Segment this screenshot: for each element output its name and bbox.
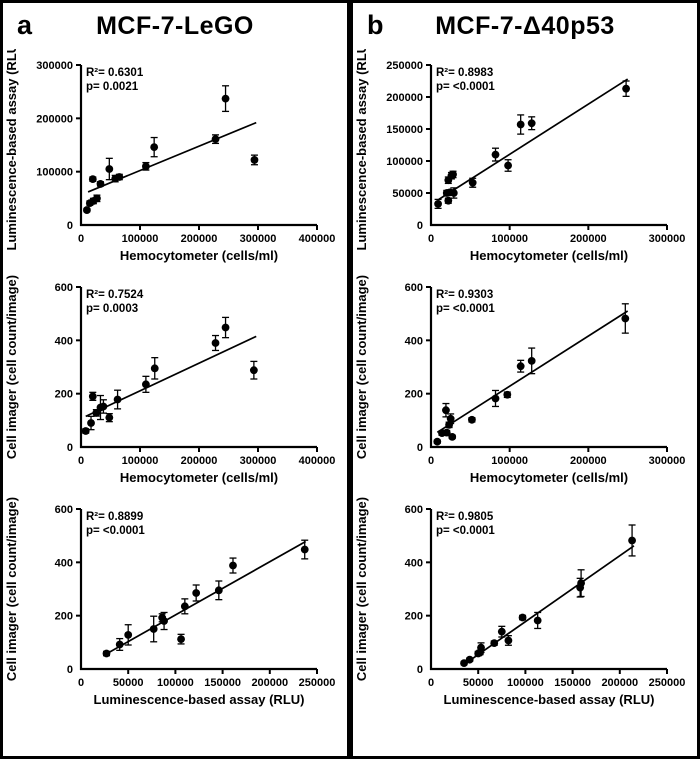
panel-a-title: MCF-7-LeGO [96, 11, 254, 40]
svg-text:p= <0.0001: p= <0.0001 [436, 525, 495, 537]
svg-text:200000: 200000 [569, 455, 607, 467]
svg-text:100000: 100000 [491, 233, 529, 245]
trend-line [437, 311, 627, 432]
scatter-plot-b1 [353, 49, 687, 271]
svg-text:200: 200 [404, 610, 423, 623]
svg-text:R²= 0.7524: R²= 0.7524 [86, 289, 144, 301]
trend-line [106, 542, 306, 655]
stats-annotation [436, 67, 495, 93]
trend-line [86, 336, 257, 416]
x-axis-title: Luminescence-based assay (RLU) [443, 692, 655, 707]
svg-text:200000: 200000 [180, 455, 218, 467]
svg-text:0: 0 [416, 442, 423, 454]
svg-text:p= 0.0003: p= 0.0003 [86, 303, 139, 315]
svg-text:R²= 0.9303: R²= 0.9303 [436, 289, 494, 301]
svg-text:400000: 400000 [298, 455, 336, 467]
svg-text:200000: 200000 [601, 677, 639, 689]
svg-text:0: 0 [66, 442, 73, 454]
svg-text:600: 600 [54, 504, 73, 516]
svg-text:200: 200 [404, 388, 423, 401]
svg-text:50000: 50000 [462, 677, 494, 689]
svg-text:0: 0 [77, 455, 85, 467]
svg-text:R²= 0.8899: R²= 0.8899 [86, 511, 144, 523]
y-axis-title: Luminescence-based assay (RLU) [354, 49, 369, 251]
panel-a-letter: a [17, 10, 33, 40]
error-bars [434, 304, 629, 443]
data-points [82, 324, 258, 435]
svg-text:0: 0 [77, 233, 85, 245]
trend-line [462, 546, 634, 666]
scatter-plot-a3 [3, 493, 337, 715]
y-axis-title: Cell imager (cell count/image) [354, 496, 369, 682]
stats-annotation [86, 67, 144, 93]
scatter-plot-a2 [3, 271, 337, 493]
svg-text:300000: 300000 [239, 455, 277, 467]
chart-b-cell-imager-vs-luminescence [353, 493, 697, 715]
svg-text:0: 0 [416, 664, 423, 676]
svg-text:600: 600 [404, 282, 423, 294]
stats-annotation [86, 289, 144, 315]
svg-text:200000: 200000 [251, 677, 289, 689]
stats-annotation [86, 511, 145, 537]
panel-a-header [3, 3, 347, 49]
error-bars [83, 86, 258, 212]
panel-b-letter: b [367, 10, 384, 40]
error-bars [435, 81, 630, 208]
svg-text:200000: 200000 [569, 233, 607, 245]
svg-text:50000: 50000 [112, 677, 144, 689]
chart-a-luminescence-vs-hemocytometer [3, 49, 347, 271]
data-points [434, 85, 630, 208]
x-axis-title: Hemocytometer (cells/ml) [119, 248, 279, 263]
svg-text:0: 0 [77, 677, 85, 689]
data-points [83, 95, 258, 214]
svg-text:600: 600 [54, 282, 73, 294]
x-axis-title: Hemocytometer (cells/ml) [469, 248, 629, 263]
svg-text:100000: 100000 [121, 233, 159, 245]
trend-line [439, 79, 628, 199]
svg-text:100000: 100000 [491, 455, 529, 467]
svg-text:0: 0 [427, 677, 435, 689]
svg-text:100000: 100000 [36, 166, 73, 179]
svg-text:150000: 150000 [204, 677, 241, 689]
svg-text:600: 600 [404, 504, 423, 516]
scatter-plot-b3 [353, 493, 687, 715]
scatter-plot-a1 [3, 49, 337, 271]
error-bars [461, 525, 636, 665]
svg-text:250000: 250000 [386, 60, 423, 72]
svg-text:0: 0 [427, 455, 435, 467]
svg-text:200000: 200000 [36, 113, 73, 126]
svg-text:p= <0.0001: p= <0.0001 [436, 303, 495, 315]
svg-text:400: 400 [404, 335, 423, 348]
svg-text:100000: 100000 [157, 677, 194, 689]
svg-text:400: 400 [54, 335, 73, 348]
svg-text:200: 200 [54, 388, 73, 401]
svg-text:300000: 300000 [648, 233, 686, 245]
svg-text:p= <0.0001: p= <0.0001 [436, 81, 495, 93]
svg-text:100000: 100000 [121, 455, 159, 467]
svg-text:R²= 0.9805: R²= 0.9805 [436, 511, 494, 523]
stats-annotation [436, 289, 495, 315]
x-axis-title: Hemocytometer (cells/ml) [119, 470, 279, 485]
chart-b-luminescence-vs-hemocytometer [353, 49, 697, 271]
y-axis-title: Cell imager (cell count/image) [4, 274, 19, 460]
svg-text:250000: 250000 [298, 677, 336, 689]
chart-a-cell-imager-vs-luminescence [3, 493, 347, 715]
svg-text:300000: 300000 [648, 455, 686, 467]
svg-text:400: 400 [404, 557, 423, 570]
x-axis-title: Luminescence-based assay (RLU) [93, 692, 305, 707]
data-points [460, 537, 636, 667]
svg-text:p= <0.0001: p= <0.0001 [86, 525, 145, 537]
y-axis-title: Luminescence-based assay (RLU) [4, 49, 19, 251]
y-axis-title: Cell imager (cell count/image) [354, 274, 369, 460]
svg-text:p= 0.0021: p= 0.0021 [86, 81, 139, 93]
svg-text:R²= 0.6301: R²= 0.6301 [86, 67, 144, 79]
svg-text:0: 0 [66, 220, 73, 232]
svg-text:0: 0 [66, 664, 73, 676]
stats-annotation [436, 511, 495, 537]
panel-b-title: MCF-7-Δ40p53 [435, 11, 615, 40]
chart-a-cell-imager-vs-hemocytometer [3, 271, 347, 493]
svg-text:250000: 250000 [648, 677, 686, 689]
svg-text:150000: 150000 [386, 124, 423, 136]
svg-text:0: 0 [416, 220, 423, 232]
y-axis-title: Cell imager (cell count/image) [4, 496, 19, 682]
svg-text:200: 200 [54, 610, 73, 623]
svg-text:200000: 200000 [180, 233, 218, 245]
x-axis-title: Hemocytometer (cells/ml) [469, 470, 629, 485]
svg-text:100000: 100000 [507, 677, 544, 689]
svg-text:200000: 200000 [386, 92, 423, 104]
svg-text:R²= 0.8983: R²= 0.8983 [436, 67, 494, 79]
data-points [103, 546, 309, 658]
panel-b [353, 3, 697, 756]
svg-text:300000: 300000 [239, 233, 277, 245]
scatter-plot-b2 [353, 271, 687, 493]
svg-text:150000: 150000 [554, 677, 591, 689]
svg-text:400: 400 [54, 557, 73, 570]
svg-text:300000: 300000 [36, 60, 73, 72]
data-points [433, 315, 629, 446]
svg-text:50000: 50000 [392, 188, 423, 200]
svg-text:400000: 400000 [298, 233, 336, 245]
svg-text:0: 0 [427, 233, 435, 245]
panel-a [3, 3, 347, 756]
svg-text:100000: 100000 [386, 156, 423, 168]
panel-b-header [353, 3, 697, 49]
chart-b-cell-imager-vs-hemocytometer [353, 271, 697, 493]
